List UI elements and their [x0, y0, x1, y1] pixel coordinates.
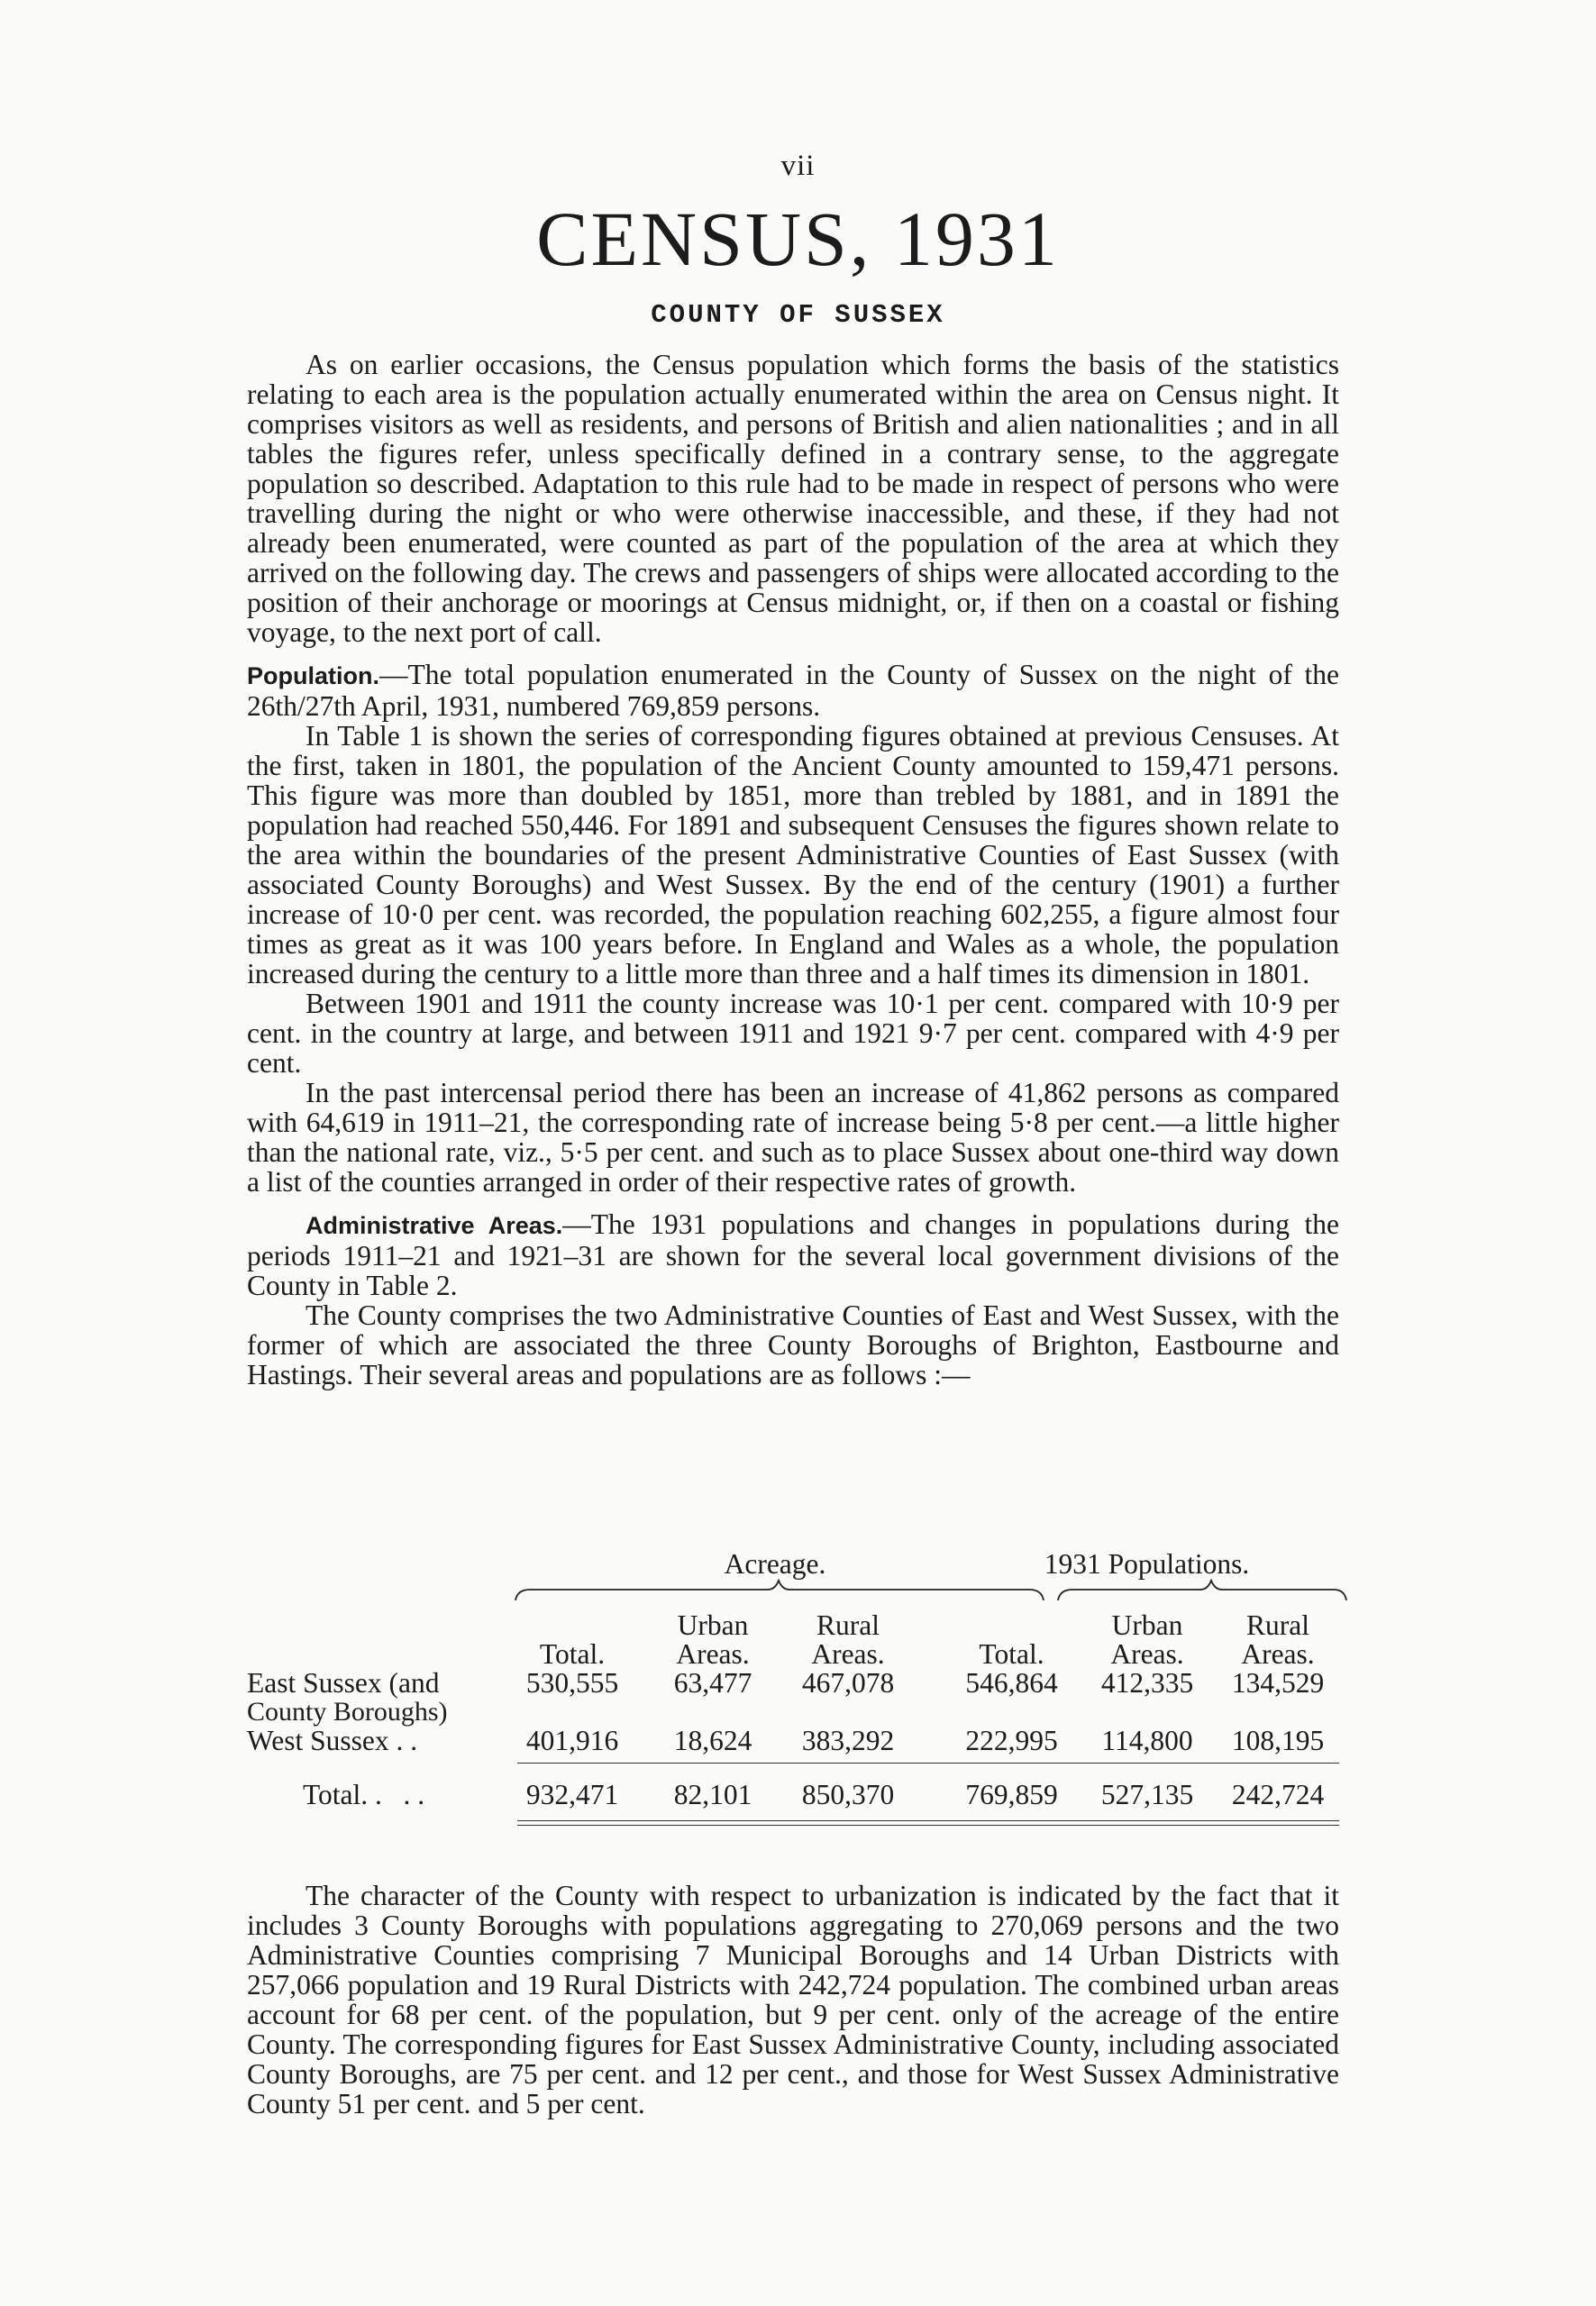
group-header-population: 1931 Populations.: [1044, 1548, 1250, 1580]
col-acre-rural-1: Rural: [816, 1609, 880, 1641]
col-acre-total: Total.: [539, 1638, 606, 1670]
areas-populations-table: [243, 1550, 1343, 1856]
closing-paragraph: The character of the County with respect to urbanization is indicated by the fact that it includes 3 County Boroughs with populations aggregating to 270,069 persons and the two Administrative Counties comprising 7 Municipal Boroughs and 14 Urban Districts with 257,066 population and 19 Rural Districts with 242,724 population. The combined urban areas account for 68 per cent. of the population, but 9 per cent. only of the acreage of the entire County. The corresponding figures for East Sussex Administrative County, including associated County Boroughs, are 75 per cent. and 12 per cent., and those for West Sussex Administrative County 51 per cent. and 5 per cent.: [247, 1880, 1339, 2119]
intro-paragraph: As on earlier occasions, the Census population which forms the basis of the statistics relating to each area is the population actually enumerated within the area on Census night. It comprises visitors as well as residents, and persons of British and alien nationalities ; and in all tables the figures refer, unless specifically defined in a contrary sense, to the aggregate population so described. Adaptation to this rule had to be made in respect of persons who were travelling during the night or who were otherwise inaccessible, and these, if they had not already been enumerated, were counted as part of the population of the area at which they arrived on the following day. The crews and passengers of ships were allocated according to the position of their anchorage or moorings at Census midnight, or, if then on a coastal or fishing voyage, to the next port of call.: [247, 349, 1339, 648]
population-heading: Population.: [247, 662, 379, 689]
col-pop-urban-1: Urban: [1111, 1609, 1183, 1641]
cell-total-acre-urban: 82,101: [673, 1779, 752, 1810]
col-pop-rural-2: Areas.: [1241, 1638, 1315, 1670]
cell-west-acre-total: 401,916: [525, 1725, 619, 1756]
col-acre-rural-2: Areas.: [811, 1638, 885, 1670]
cell-total-pop-total: 769,859: [965, 1779, 1058, 1810]
group-header-acreage: Acreage.: [724, 1548, 826, 1580]
cell-east-acre-rural: 467,078: [801, 1667, 895, 1699]
total-rule-bottom-1: [517, 1820, 1339, 1821]
admin-heading: Administrative Areas.: [306, 1212, 563, 1239]
population-paragraph-4: In the past intercensal period there has been an increase of 41,862 persons as compared with 64,619 in 1911–21, the corresponding rate of increase being 5·8 per cent.—a little higher than the national rate, viz., 5·5 per cent. and such as to place Sussex about one-third way down a list of the counties arranged in order of their respective rates of growth.: [247, 1077, 1339, 1198]
row-west-label: West Sussex . .: [247, 1725, 418, 1756]
total-rule-top: [517, 1763, 1339, 1764]
population-paragraph-3: Between 1901 and 1911 the county increase was 10·1 per cent. compared with 10·9 per cent. in the country at large, and between 1911 and 1921 9·7 per cent. compared with 4·9 per cent.: [247, 988, 1339, 1079]
cell-west-pop-rural: 108,195: [1231, 1725, 1325, 1756]
population-paragraph-2: In Table 1 is shown the series of corresponding figures obtained at previous Censuses. At the first, taken in 1801, the population of the Ancient County amounted to 159,471 persons. This figure was more than doubled by 1851, more than trebled by 1881, and in 1891 the population had reached 550,446. For 1891 and subsequent Censuses the figures shown relate to the area within the boundaries of the present Administrative Counties of East Sussex (with associated County Boroughs) and West Sussex. By the end of the century (1901) a further increase of 10·0 per cent. was recorded, the population reaching 602,255, a figure almost four times as great as it was 100 years before. In England and Wales as a whole, the population increased during the century to a little more than three and a half times its dimension in 1801.: [247, 720, 1339, 989]
closing-text: [247, 1881, 1339, 2119]
cell-east-pop-urban: 412,335: [1100, 1667, 1194, 1699]
acreage-brace: [515, 1581, 1044, 1600]
cell-west-pop-total: 222,995: [965, 1725, 1058, 1756]
col-acre-urban-1: Urban: [677, 1609, 749, 1641]
cell-west-acre-urban: 18,624: [673, 1725, 752, 1756]
page-number: vii: [780, 150, 816, 182]
total-rule-bottom-2: [517, 1825, 1339, 1826]
population-brace: [1058, 1581, 1346, 1600]
page-title: CENSUS, 1931: [536, 196, 1060, 282]
cell-total-acre-total: 932,471: [525, 1779, 619, 1810]
admin-paragraph-1: [247, 1209, 1339, 1300]
cell-west-pop-urban: 114,800: [1101, 1725, 1193, 1756]
population-text-1: —The total population enumerated in the County of Sussex on the night of the 26th/27th April, 1931, numbered 769,859 persons.: [247, 659, 1339, 722]
row-east-label-1: East Sussex (and: [247, 1667, 440, 1699]
population-paragraph-1: [247, 660, 1339, 721]
row-east-label-2: County Boroughs): [247, 1697, 448, 1727]
col-pop-urban-2: Areas.: [1110, 1638, 1184, 1670]
cell-east-pop-rural: 134,529: [1231, 1667, 1325, 1699]
col-pop-total: Total.: [979, 1638, 1044, 1670]
col-acre-urban-2: Areas.: [676, 1638, 750, 1670]
page-subtitle: COUNTY OF SUSSEX: [651, 300, 945, 330]
col-pop-rural-1: Rural: [1246, 1609, 1309, 1641]
cell-east-acre-total: 530,555: [525, 1667, 619, 1699]
main-text: [247, 350, 1339, 1390]
cell-west-acre-rural: 383,292: [801, 1725, 895, 1756]
cell-total-pop-urban: 527,135: [1100, 1779, 1194, 1810]
cell-total-pop-rural: 242,724: [1231, 1779, 1325, 1810]
row-total-label: Total. . . .: [303, 1779, 425, 1810]
cell-total-acre-rural: 850,370: [801, 1779, 895, 1810]
cell-east-acre-urban: 63,477: [673, 1667, 752, 1699]
admin-text-1: —The 1931 populations and changes in populations during the periods 1911–21 and 1921–31 are shown for the several local government divisions of the County in Table 2.: [247, 1208, 1339, 1301]
cell-east-pop-total: 546,864: [965, 1667, 1058, 1699]
admin-paragraph-2: The County comprises the two Administrative Counties of East and West Sussex, with the former of which are associated the three County Boroughs of Brighton, Eastbourne and Hastings. Their several areas and populations are as follows :—: [247, 1299, 1339, 1390]
